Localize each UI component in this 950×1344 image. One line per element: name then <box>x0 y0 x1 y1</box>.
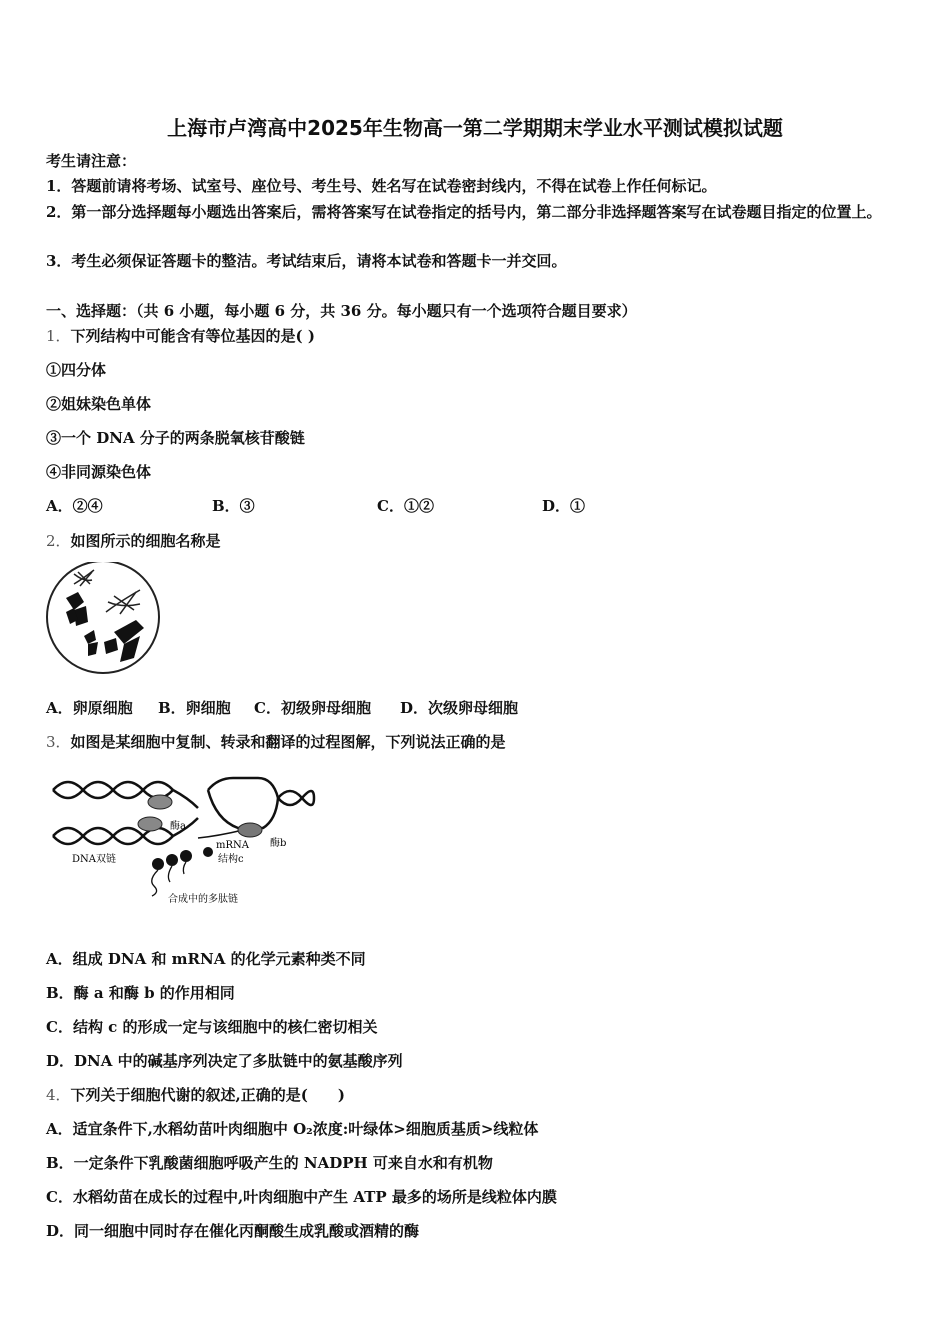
page-title: 上海市卢湾高中2025年生物高一第二学期期末学业水平测试模拟试题 <box>167 116 783 140</box>
q1-option-d[interactable]: D．① <box>542 497 586 515</box>
q1-option-a[interactable]: A．②④ <box>46 497 103 515</box>
q4-option-b[interactable]: B．一定条件下乳酸菌细胞呼吸产生的 NADPH 可来自水和有机物 <box>46 1154 493 1172</box>
q1-option-c[interactable]: C．①② <box>377 497 434 515</box>
q4-number: 4． <box>46 1086 71 1104</box>
q3-option-d[interactable]: D．DNA 中的碱基序列决定了多肽链中的氨基酸序列 <box>46 1052 403 1070</box>
notice-item-2: 2．第一部分选择题每小题选出答案后，需将答案写在试卷指定的括号内，第二部分非选择题答案写在试卷题目指定的位置上。 <box>46 203 882 221</box>
q3-number: 3． <box>46 733 71 751</box>
q2-option-d[interactable]: D．次级卵母细胞 <box>400 699 519 717</box>
label-enzyme-a: 酶a <box>170 821 186 832</box>
label-enzyme-b: 酶b <box>270 838 287 849</box>
q3-option-b[interactable]: B．酶 a 和酶 b 的作用相同 <box>46 984 235 1002</box>
q1-stem-text: 下列结构中可能含有等位基因的是( ) <box>70 327 315 345</box>
replication-diagram <box>48 768 318 910</box>
q3-option-a[interactable]: A．组成 DNA 和 mRNA 的化学元素种类不同 <box>46 950 366 968</box>
q4-stem <box>46 1084 904 1106</box>
cell-figure <box>44 562 164 674</box>
q1-stem <box>46 325 904 347</box>
q1-item-4: ④非同源染色体 <box>46 463 152 481</box>
q4-option-c[interactable]: C．水稻幼苗在成长的过程中,叶肉细胞中产生 ATP 最多的场所是线粒体内膜 <box>46 1188 557 1206</box>
q1-option-b[interactable]: B．③ <box>212 497 255 515</box>
q4-option-d[interactable]: D．同一细胞中同时存在催化丙酮酸生成乳酸或酒精的酶 <box>46 1222 420 1240</box>
label-mrna: mRNA <box>216 840 249 851</box>
q1-item-2: ②姐妹染色单体 <box>46 395 152 413</box>
q2-option-c[interactable]: C．初级卵母细胞 <box>254 699 371 717</box>
q4-stem-text: 下列关于细胞代谢的叙述,正确的是( ) <box>70 1086 345 1104</box>
notice-heading: 考生请注意： <box>46 152 137 170</box>
q2-option-a[interactable]: A．卵原细胞 <box>46 699 133 717</box>
label-peptide: 合成中的多肽链 <box>168 894 238 905</box>
q2-stem <box>46 530 904 552</box>
q3-stem <box>46 731 904 753</box>
q4-option-a[interactable]: A．适宜条件下,水稻幼苗叶肉细胞中 O₂浓度:叶绿体>细胞质基质>线粒体 <box>46 1120 539 1138</box>
label-dna: DNA双链 <box>72 854 116 865</box>
q2-stem-text: 如图所示的细胞名称是 <box>70 532 221 550</box>
q3-option-c[interactable]: C．结构 c 的形成一定与该细胞中的核仁密切相关 <box>46 1018 378 1036</box>
q1-number: 1． <box>46 327 71 345</box>
q1-item-3: ③一个 DNA 分子的两条脱氧核苷酸链 <box>46 429 305 447</box>
q3-stem-text: 如图是某细胞中复制、转录和翻译的过程图解，下列说法正确的是 <box>70 733 506 751</box>
q2-option-b[interactable]: B．卵细胞 <box>158 699 231 717</box>
notice-item-1: 1．答题前请将考场、试室号、座位号、考生号、姓名写在试卷密封线内，不得在试卷上作任何标记。 <box>46 177 717 195</box>
q1-item-1: ①四分体 <box>46 361 107 379</box>
label-structure-c: 结构c <box>218 854 244 865</box>
section-heading: 一、选择题：（共 6 小题，每小题 6 分，共 36 分。每小题只有一个选项符合题目要求） <box>46 302 637 320</box>
q2-number: 2． <box>46 532 71 550</box>
notice-item-3: 3．考生必须保证答题卡的整洁。考试结束后，请将本试卷和答题卡一并交回。 <box>46 252 567 270</box>
